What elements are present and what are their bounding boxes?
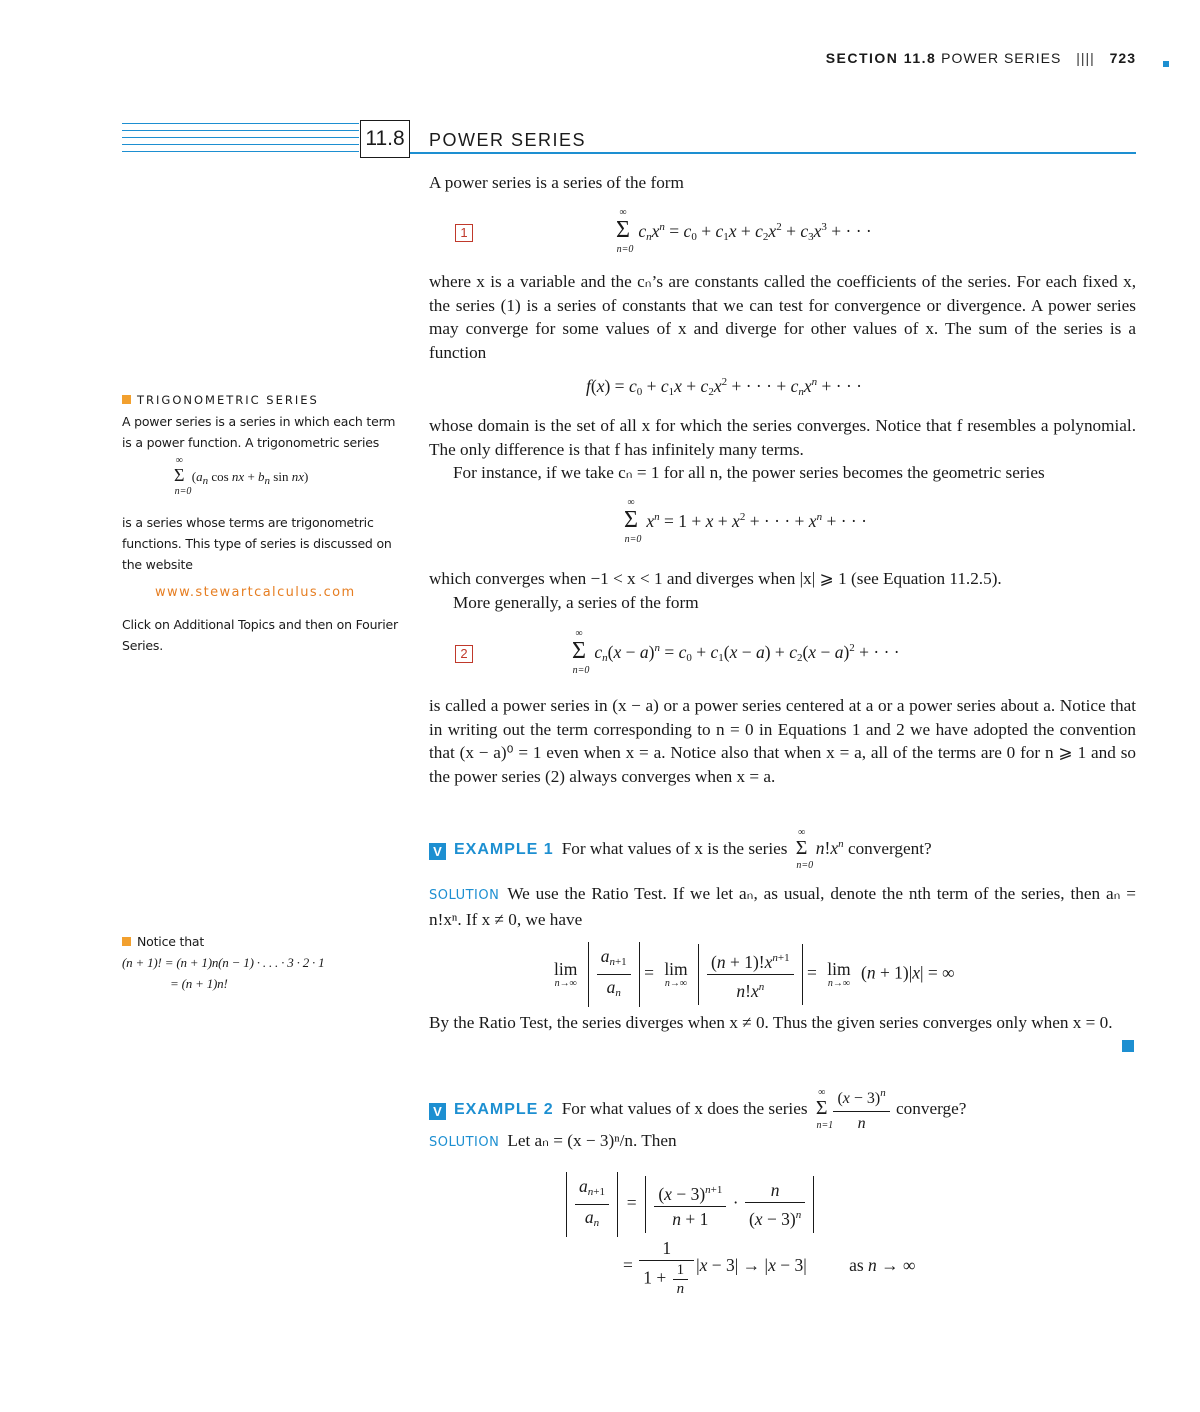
- example-1-label: EXAMPLE 1: [454, 841, 554, 858]
- section-title-rule: [410, 152, 1136, 154]
- note-bullet-icon: [122, 395, 131, 404]
- example-2-solution: [429, 1129, 1136, 1155]
- function-equation: $f(x) = c_0 + c_1x + c_2x^2$ + · · · + $c_nx^n$ + · · ·: [586, 376, 862, 398]
- example-2-question: For what values of x does the series: [561, 1099, 808, 1118]
- sigma-symbol: Σ ∞ n=0: [795, 827, 814, 871]
- power-series-definition-paragraph: is called a power series in (x − a) or a power series centered at a or a power series about a. Notice that in writing out the term corresponding to n = 0 in Equations 1 and 2 we have adopted the convention that (x − a)⁰ = 1 even when x = a. Notice also that when x = a, all of the terms are 0 for n ⩾ 1 and so the power series (2) always converges when x = a.: [429, 696, 1136, 786]
- example-1-solution-text: We use the Ratio Test. If we let aₙ, as usual, denote the nth term of the series, then aₙ = n!xⁿ. If x ≠ 0, we have: [429, 884, 1136, 929]
- fourier-note: Click on Additional Topics and then on Fourier Series.: [122, 617, 398, 653]
- example-1-heading: V EXAMPLE 1 For what values of x is the series Σ ∞ n=0 $n!x^n$ convergent?: [429, 833, 1136, 862]
- running-header-topic: POWER SERIES: [941, 50, 1062, 66]
- example-2-question-end: converge?: [896, 1099, 967, 1118]
- note-bullet-icon: [122, 937, 131, 946]
- instance-paragraph: For instance, if we take cₙ = 1 for all n, the power series becomes the geometric series: [453, 463, 1045, 482]
- website-link[interactable]: www.stewartcalculus.com: [155, 585, 356, 600]
- section-title: POWER SERIES: [429, 130, 587, 150]
- intro-paragraph: A power series is a series of the form: [429, 173, 684, 192]
- factorial-note-title: Notice that: [122, 931, 402, 952]
- section-rule-line: [122, 123, 359, 124]
- coefficients-paragraph: where x is a variable and the cₙ’s are constants called the coefficients of the series. For each fixed x, the series (1) is a series of constants that we can test for convergence or divergence. A power series may converge for some values of x and diverge for other values of x. The sum of the series is a function: [429, 272, 1136, 362]
- trig-series-note-continued: is a series whose terms are trigonometric functions. This type of series is discussed on the website: [122, 515, 392, 572]
- example-1-badge: V: [429, 843, 446, 860]
- example-2-solution-label: SOLUTION: [429, 1135, 500, 1150]
- as-label: as: [849, 1255, 864, 1276]
- trig-series-note-title: TRIGONOMETRIC SERIES: [122, 389, 402, 411]
- convergence-paragraph: which converges when −1 < x < 1 and diverges when |x| ⩾ 1 (see Equation 11.2.5).: [429, 569, 1002, 588]
- factorial-note-line-2: = (n + 1)n!: [170, 976, 228, 991]
- sigma-symbol: Σ ∞ n=0: [572, 628, 590, 676]
- running-header: [826, 50, 1136, 66]
- corner-marker: [1163, 61, 1169, 67]
- sigma-symbol: Σ ∞ n=0: [174, 455, 192, 497]
- sigma-symbol: Σ ∞ n=0: [616, 207, 634, 255]
- general-paragraph: More generally, a series of the form: [453, 593, 699, 612]
- example-1-conclusion: By the Ratio Test, the series diverges when x ≠ 0. Thus the given series converges only when x = 0.: [429, 1013, 1113, 1032]
- example-2-ratio-line-2: = 1 1 + $\frac{1}{n}$ |x − 3| → |x − 3| as n → ∞: [623, 1238, 916, 1297]
- sigma-symbol: Σ ∞ n=1: [815, 1087, 834, 1131]
- trig-series-note: [122, 389, 402, 453]
- example-2-solution-text: Let aₙ = (x − 3)ⁿ/n. Then: [507, 1131, 677, 1150]
- equation-2-tag: 2: [455, 645, 473, 663]
- running-header-section: SECTION 11.8: [825, 50, 937, 66]
- page-number: 723: [1109, 50, 1136, 66]
- example-2-label: EXAMPLE 2: [454, 1101, 554, 1118]
- sigma-symbol: Σ ∞ n=0: [624, 497, 642, 545]
- example-1-question-end: convergent?: [847, 839, 932, 858]
- example-2-heading: V EXAMPLE 2 For what values of x does the series Σ ∞ n=1 $\frac{(x - 3)^n}{n}$ converge?: [429, 1081, 1136, 1136]
- example-1-solution: [429, 882, 1136, 931]
- factorial-note: [122, 931, 402, 994]
- equation-1-tag: 1: [455, 224, 473, 242]
- example-2-ratio-line-1: $\frac{a_{n+1}}{a_n}$ = $\frac{(x - 3)^{n+1}}{n + 1}$ · $\frac{n}{(x - 3)^n}$: [566, 1172, 814, 1237]
- section-rule-line: [122, 130, 359, 131]
- section-rule-line: [122, 144, 359, 145]
- example-2-badge: V: [429, 1103, 446, 1120]
- factorial-note-line-1: (n + 1)! = (n + 1)n(n − 1) · . . . · 3 · 2 · 1: [122, 955, 325, 970]
- section-rule-line: [122, 137, 359, 138]
- ratio-test-equation: lim n→∞ $\frac{a_{n+1}}{a_n}$ = lim n→∞ $\frac{(n + 1)!x^{n+1}}{n!x^n}$ = lim n→∞ (n + 1)|x| = ∞: [548, 942, 955, 1007]
- section-rule-line: [122, 151, 359, 152]
- trig-series-note-text: A power series is a series in which each term is a power function. A trigonometric series: [122, 414, 396, 450]
- equation-2: Σ ∞ n=0 $c_n(x - a)^n = c_0 + c_1(x - a) + c_2(x - a)^2$ + · · ·: [572, 628, 900, 676]
- trig-series-formula: Σ ∞ n=0 ($a_n$ cos nx + $b_n$ sin nx): [174, 455, 309, 497]
- geometric-series-equation: Σ ∞ n=0 $x^n = 1 + x + x^2$ + · · · + $x^n$ + · · ·: [624, 497, 867, 545]
- equation-1: Σ ∞ n=0 $c_nx^n = c_0 + c_1x + c_2x^2 + c_3x^3$ + · · ·: [616, 207, 872, 255]
- example-1-question: For what values of x is the series: [561, 839, 788, 858]
- example-1-solution-label: SOLUTION: [429, 888, 500, 903]
- end-of-proof-square: [1122, 1040, 1134, 1052]
- section-number-box: 11.8: [360, 120, 410, 158]
- domain-paragraph: whose domain is the set of all x for which the series converges. Notice that f resembles a polynomial. The only difference is that f has infinitely many terms.: [429, 416, 1136, 459]
- running-header-separator: ||||: [1076, 50, 1095, 66]
